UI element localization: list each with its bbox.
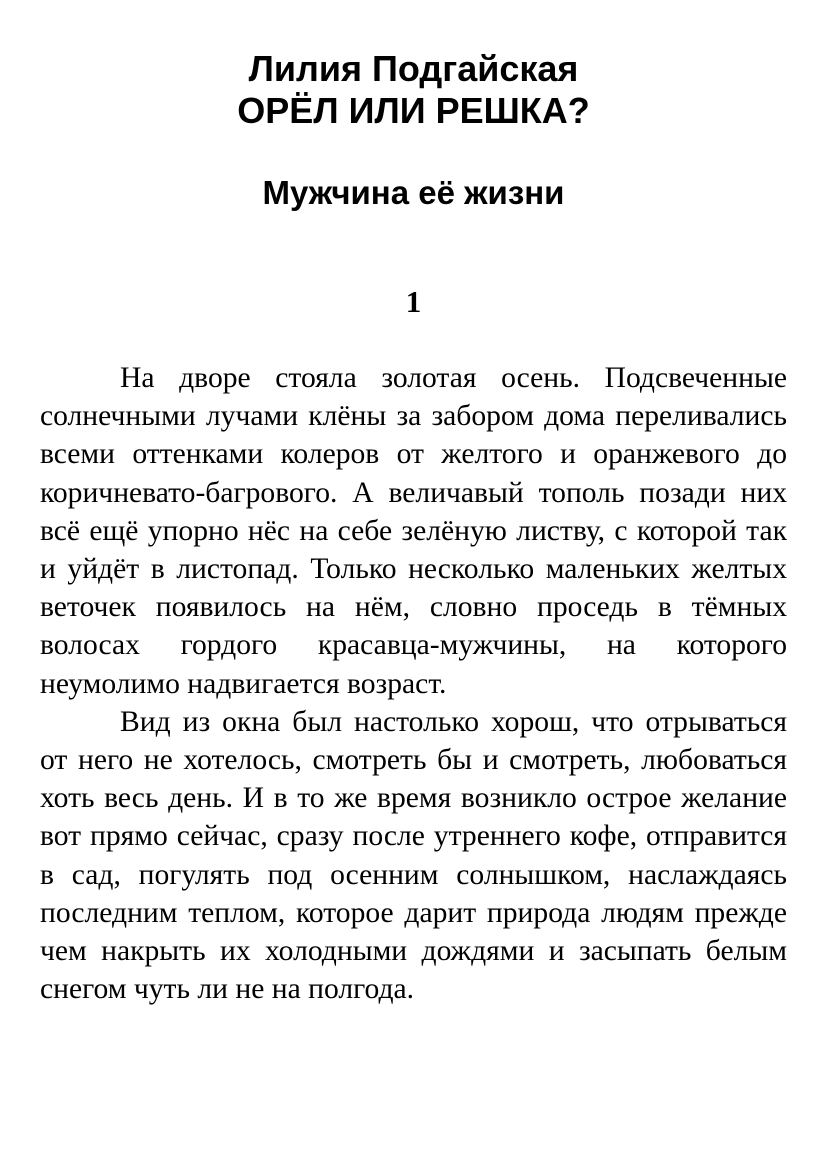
paragraph: Вид из окна был настолько хорош, что отрываться от него не хотелось, смотреть бы и смотреть, любоваться хоть весь день. И в то же время возникло острое желание вот прямо сейчас, сразу после утреннего кофе, отправится в сад, погулять под осенним солнышком, наслаждаясь последним теплом, которое дарит природа людям прежде чем накрыть их холодными дождями и засыпать белым снегом чуть ли не на полгода. xyxy=(40,705,787,1006)
chapter-number: 1 xyxy=(405,284,422,319)
book-subtitle: Мужчина её жизни xyxy=(262,174,565,211)
author-name: Лилия Подгайская xyxy=(248,48,579,89)
book-title: ОРЁЛ ИЛИ РЕШКА? xyxy=(237,90,590,131)
paragraph: На дворе стояла золотая осень. Подсвеченные солнечными лучами клёны за забором дома переливались всеми оттенками колеров от желтого и оранжевого до коричневато-багрового. А величавый тополь позади них всё ещё упорно нёс на себе зелёную листву, с которой так и уйдёт в листопад. Только несколько маленьких желтых веточек появилось на нём, словно проседь в тёмных волосах гордого красавца-мужчины, на которого неумолимо надвигается возраст. xyxy=(40,362,787,700)
document-page xyxy=(40,42,787,1008)
chapter-body xyxy=(40,359,787,1008)
